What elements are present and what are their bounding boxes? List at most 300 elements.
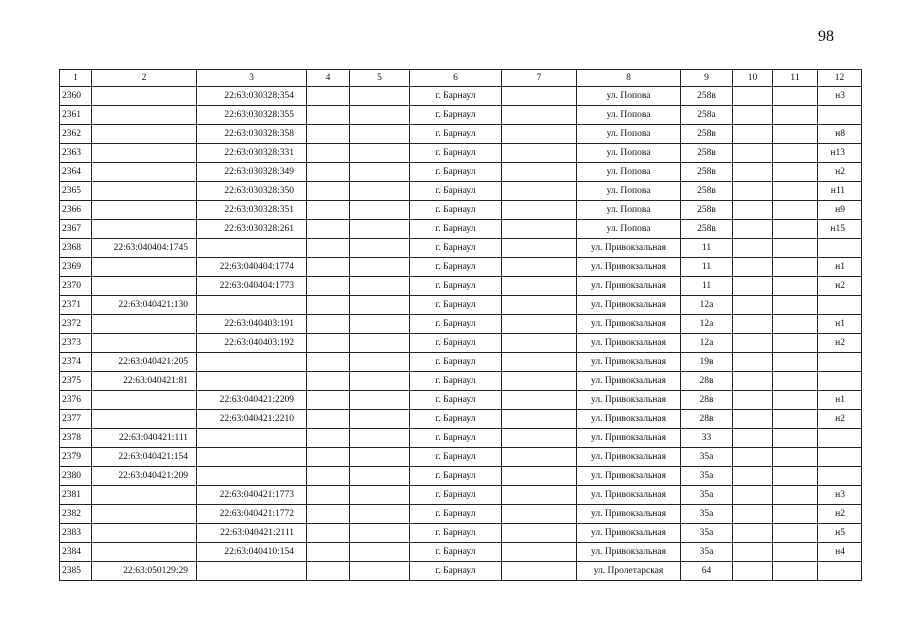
street-cell: ул. Привокзальная <box>577 467 681 486</box>
table-body <box>60 87 862 581</box>
street-cell: ул. Привокзальная <box>577 353 681 372</box>
row-number-cell: 2369 <box>60 258 92 277</box>
cell-7 <box>502 220 577 239</box>
table-row <box>60 524 862 543</box>
city-cell: г. Барнаул <box>410 467 502 486</box>
cell-5 <box>350 334 410 353</box>
premises-cell <box>818 353 862 372</box>
row-number-cell: 2370 <box>60 277 92 296</box>
cadastral-number-cell: 22:63:040421:154 <box>92 448 197 467</box>
cadastral-number-cell: 22:63:040421:1773 <box>197 486 307 505</box>
premises-cell <box>818 448 862 467</box>
cadastral-number-cell: 22:63:050129:29 <box>92 562 197 581</box>
cadastral-number-cell <box>92 277 197 296</box>
row-number-cell: 2365 <box>60 182 92 201</box>
row-number-cell: 2377 <box>60 410 92 429</box>
cell-4 <box>307 315 350 334</box>
cell-11 <box>773 87 818 106</box>
cadastral-number-cell: 22:63:030328:331 <box>197 144 307 163</box>
row-number-cell: 2362 <box>60 125 92 144</box>
table-row <box>60 448 862 467</box>
cell-4 <box>307 258 350 277</box>
street-cell: ул. Привокзальная <box>577 372 681 391</box>
cadastral-number-cell: 22:63:040404:1745 <box>92 239 197 258</box>
cell-10 <box>733 334 773 353</box>
cell-4 <box>307 239 350 258</box>
city-cell: г. Барнаул <box>410 486 502 505</box>
house-number-cell: 35а <box>681 486 733 505</box>
cell-4 <box>307 163 350 182</box>
house-number-cell: 12а <box>681 296 733 315</box>
table-row <box>60 543 862 562</box>
street-cell: ул. Попова <box>577 87 681 106</box>
cell-5 <box>350 239 410 258</box>
house-number-cell: 258а <box>681 106 733 125</box>
cadastral-number-cell: 22:63:040421:111 <box>92 429 197 448</box>
table-row <box>60 163 862 182</box>
table-row <box>60 372 862 391</box>
cell-10 <box>733 182 773 201</box>
cell-11 <box>773 372 818 391</box>
cell-5 <box>350 410 410 429</box>
cell-5 <box>350 448 410 467</box>
cell-11 <box>773 353 818 372</box>
house-number-cell: 12а <box>681 334 733 353</box>
column-header: 11 <box>773 70 818 87</box>
cell-11 <box>773 448 818 467</box>
city-cell: г. Барнаул <box>410 353 502 372</box>
row-number-cell: 2363 <box>60 144 92 163</box>
row-number-cell: 2383 <box>60 524 92 543</box>
table-row <box>60 353 862 372</box>
cell-10 <box>733 448 773 467</box>
cadastral-number-cell <box>92 315 197 334</box>
cell-7 <box>502 562 577 581</box>
street-cell: ул. Привокзальная <box>577 239 681 258</box>
city-cell: г. Барнаул <box>410 220 502 239</box>
house-number-cell: 33 <box>681 429 733 448</box>
cell-7 <box>502 391 577 410</box>
premises-cell <box>818 296 862 315</box>
column-header: 3 <box>197 70 307 87</box>
cell-5 <box>350 467 410 486</box>
street-cell: ул. Попова <box>577 144 681 163</box>
cadastral-number-cell: 22:63:040421:209 <box>92 467 197 486</box>
house-number-cell: 19в <box>681 353 733 372</box>
cell-4 <box>307 391 350 410</box>
cell-7 <box>502 125 577 144</box>
cell-10 <box>733 144 773 163</box>
house-number-cell: 258в <box>681 220 733 239</box>
cell-11 <box>773 277 818 296</box>
cell-4 <box>307 144 350 163</box>
table-row <box>60 182 862 201</box>
cadastral-number-cell <box>197 467 307 486</box>
city-cell: г. Барнаул <box>410 562 502 581</box>
cell-11 <box>773 296 818 315</box>
city-cell: г. Барнаул <box>410 505 502 524</box>
house-number-cell: 64 <box>681 562 733 581</box>
table-row <box>60 220 862 239</box>
cell-11 <box>773 106 818 125</box>
cell-4 <box>307 220 350 239</box>
cadastral-number-cell <box>92 220 197 239</box>
cell-7 <box>502 239 577 258</box>
city-cell: г. Барнаул <box>410 543 502 562</box>
cell-4 <box>307 201 350 220</box>
cell-7 <box>502 144 577 163</box>
cell-7 <box>502 372 577 391</box>
house-number-cell: 28в <box>681 372 733 391</box>
header-row <box>60 70 862 87</box>
premises-cell: н15 <box>818 220 862 239</box>
street-cell: ул. Привокзальная <box>577 315 681 334</box>
table-row <box>60 410 862 429</box>
cadastral-number-cell <box>92 144 197 163</box>
cell-4 <box>307 372 350 391</box>
cell-5 <box>350 315 410 334</box>
cadastral-number-cell: 22:63:030328:351 <box>197 201 307 220</box>
cadastral-number-cell: 22:63:030328:355 <box>197 106 307 125</box>
premises-cell: н2 <box>818 163 862 182</box>
house-number-cell: 35а <box>681 543 733 562</box>
house-number-cell: 11 <box>681 258 733 277</box>
street-cell: ул. Привокзальная <box>577 486 681 505</box>
cell-7 <box>502 486 577 505</box>
premises-cell: н9 <box>818 201 862 220</box>
cell-5 <box>350 524 410 543</box>
house-number-cell: 258в <box>681 163 733 182</box>
cadastral-number-cell: 22:63:030328:354 <box>197 87 307 106</box>
street-cell: ул. Привокзальная <box>577 505 681 524</box>
cadastral-number-cell: 22:63:040403:191 <box>197 315 307 334</box>
cell-10 <box>733 220 773 239</box>
cadastral-number-cell: 22:63:040421:1772 <box>197 505 307 524</box>
page-number: 98 <box>818 28 834 45</box>
cell-5 <box>350 201 410 220</box>
cell-4 <box>307 562 350 581</box>
column-header: 2 <box>92 70 197 87</box>
cell-7 <box>502 353 577 372</box>
cadastral-number-cell <box>92 182 197 201</box>
cell-5 <box>350 163 410 182</box>
cell-5 <box>350 144 410 163</box>
cadastral-number-cell <box>197 353 307 372</box>
column-header: 10 <box>733 70 773 87</box>
street-cell: ул. Пролетарская <box>577 562 681 581</box>
street-cell: ул. Привокзальная <box>577 448 681 467</box>
row-number-cell: 2371 <box>60 296 92 315</box>
cell-10 <box>733 372 773 391</box>
cell-7 <box>502 87 577 106</box>
cadastral-number-cell <box>197 296 307 315</box>
row-number-cell: 2372 <box>60 315 92 334</box>
row-number-cell: 2380 <box>60 467 92 486</box>
cell-10 <box>733 239 773 258</box>
cell-11 <box>773 505 818 524</box>
cell-10 <box>733 315 773 334</box>
city-cell: г. Барнаул <box>410 448 502 467</box>
cell-7 <box>502 163 577 182</box>
cell-4 <box>307 87 350 106</box>
cadastral-number-cell: 22:63:040421:205 <box>92 353 197 372</box>
street-cell: ул. Привокзальная <box>577 277 681 296</box>
table-row <box>60 106 862 125</box>
cell-4 <box>307 106 350 125</box>
cell-10 <box>733 543 773 562</box>
cell-7 <box>502 429 577 448</box>
cadastral-number-cell: 22:63:040421:81 <box>92 372 197 391</box>
cell-4 <box>307 182 350 201</box>
cell-7 <box>502 258 577 277</box>
cell-11 <box>773 163 818 182</box>
cell-10 <box>733 163 773 182</box>
table-row <box>60 486 862 505</box>
cell-10 <box>733 391 773 410</box>
cell-5 <box>350 220 410 239</box>
row-number-cell: 2364 <box>60 163 92 182</box>
house-number-cell: 35а <box>681 467 733 486</box>
city-cell: г. Барнаул <box>410 429 502 448</box>
cell-7 <box>502 467 577 486</box>
table-row <box>60 391 862 410</box>
cadastral-number-cell <box>92 505 197 524</box>
street-cell: ул. Привокзальная <box>577 296 681 315</box>
house-number-cell: 11 <box>681 277 733 296</box>
cell-4 <box>307 524 350 543</box>
row-number-cell: 2384 <box>60 543 92 562</box>
cell-11 <box>773 524 818 543</box>
street-cell: ул. Привокзальная <box>577 410 681 429</box>
city-cell: г. Барнаул <box>410 239 502 258</box>
cell-11 <box>773 391 818 410</box>
row-number-cell: 2385 <box>60 562 92 581</box>
city-cell: г. Барнаул <box>410 182 502 201</box>
cell-5 <box>350 87 410 106</box>
table-row <box>60 201 862 220</box>
cell-10 <box>733 296 773 315</box>
cell-11 <box>773 315 818 334</box>
cell-4 <box>307 543 350 562</box>
premises-cell <box>818 106 862 125</box>
table-row <box>60 239 862 258</box>
table-row <box>60 505 862 524</box>
cadastral-number-cell: 22:63:030328:349 <box>197 163 307 182</box>
cell-11 <box>773 334 818 353</box>
cadastral-number-cell: 22:63:040421:130 <box>92 296 197 315</box>
premises-cell <box>818 467 862 486</box>
column-header: 4 <box>307 70 350 87</box>
table-row <box>60 144 862 163</box>
cell-7 <box>502 505 577 524</box>
premises-cell: н1 <box>818 315 862 334</box>
cell-4 <box>307 429 350 448</box>
cadastral-number-cell <box>92 201 197 220</box>
cell-5 <box>350 505 410 524</box>
city-cell: г. Барнаул <box>410 277 502 296</box>
cell-5 <box>350 125 410 144</box>
house-number-cell: 258в <box>681 87 733 106</box>
cell-11 <box>773 220 818 239</box>
cadastral-number-cell <box>92 410 197 429</box>
city-cell: г. Барнаул <box>410 201 502 220</box>
column-header: 6 <box>410 70 502 87</box>
cell-7 <box>502 334 577 353</box>
cell-5 <box>350 258 410 277</box>
cell-7 <box>502 182 577 201</box>
cadastral-number-cell <box>92 258 197 277</box>
house-number-cell: 28в <box>681 391 733 410</box>
cell-10 <box>733 486 773 505</box>
cadastral-number-cell <box>92 391 197 410</box>
premises-cell: н2 <box>818 505 862 524</box>
cell-4 <box>307 410 350 429</box>
street-cell: ул. Попова <box>577 163 681 182</box>
table-row <box>60 315 862 334</box>
house-number-cell: 28в <box>681 410 733 429</box>
cadastral-number-cell: 22:63:030328:358 <box>197 125 307 144</box>
row-number-cell: 2378 <box>60 429 92 448</box>
cell-10 <box>733 410 773 429</box>
cell-5 <box>350 543 410 562</box>
house-number-cell: 12а <box>681 315 733 334</box>
cell-4 <box>307 486 350 505</box>
cell-4 <box>307 125 350 144</box>
cell-10 <box>733 505 773 524</box>
row-number-cell: 2375 <box>60 372 92 391</box>
premises-cell: н8 <box>818 125 862 144</box>
cadastral-number-cell: 22:63:040404:1774 <box>197 258 307 277</box>
premises-cell <box>818 562 862 581</box>
cell-4 <box>307 448 350 467</box>
cadastral-number-cell <box>197 429 307 448</box>
cadastral-number-cell <box>197 562 307 581</box>
row-number-cell: 2373 <box>60 334 92 353</box>
cell-11 <box>773 543 818 562</box>
cell-11 <box>773 144 818 163</box>
street-cell: ул. Привокзальная <box>577 258 681 277</box>
row-number-cell: 2376 <box>60 391 92 410</box>
column-header: 8 <box>577 70 681 87</box>
premises-cell: н1 <box>818 391 862 410</box>
table-row <box>60 277 862 296</box>
city-cell: г. Барнаул <box>410 410 502 429</box>
cell-10 <box>733 201 773 220</box>
column-header: 7 <box>502 70 577 87</box>
city-cell: г. Барнаул <box>410 163 502 182</box>
cell-7 <box>502 315 577 334</box>
row-number-cell: 2366 <box>60 201 92 220</box>
cell-11 <box>773 258 818 277</box>
street-cell: ул. Попова <box>577 201 681 220</box>
table-row <box>60 334 862 353</box>
cell-7 <box>502 448 577 467</box>
row-number-cell: 2374 <box>60 353 92 372</box>
cell-5 <box>350 391 410 410</box>
cadastral-number-cell <box>92 486 197 505</box>
cadastral-number-cell <box>197 372 307 391</box>
street-cell: ул. Привокзальная <box>577 334 681 353</box>
house-number-cell: 258в <box>681 182 733 201</box>
street-cell: ул. Привокзальная <box>577 543 681 562</box>
street-cell: ул. Привокзальная <box>577 429 681 448</box>
cadastral-number-cell: 22:63:040410:154 <box>197 543 307 562</box>
cell-11 <box>773 201 818 220</box>
cell-10 <box>733 258 773 277</box>
cell-10 <box>733 467 773 486</box>
city-cell: г. Барнаул <box>410 87 502 106</box>
cell-10 <box>733 125 773 144</box>
cell-7 <box>502 410 577 429</box>
city-cell: г. Барнаул <box>410 296 502 315</box>
street-cell: ул. Попова <box>577 220 681 239</box>
table-row <box>60 562 862 581</box>
city-cell: г. Барнаул <box>410 391 502 410</box>
cadastral-number-cell <box>92 163 197 182</box>
cadastral-number-cell <box>197 448 307 467</box>
row-number-cell: 2368 <box>60 239 92 258</box>
cell-5 <box>350 296 410 315</box>
premises-cell <box>818 372 862 391</box>
cadastral-number-cell: 22:63:030328:350 <box>197 182 307 201</box>
cell-10 <box>733 106 773 125</box>
cadastral-number-cell: 22:63:040421:2111 <box>197 524 307 543</box>
city-cell: г. Барнаул <box>410 144 502 163</box>
premises-cell: н2 <box>818 410 862 429</box>
cadastral-number-cell <box>92 543 197 562</box>
cadastral-number-cell <box>92 87 197 106</box>
premises-cell <box>818 429 862 448</box>
premises-cell: н4 <box>818 543 862 562</box>
cell-5 <box>350 486 410 505</box>
city-cell: г. Барнаул <box>410 125 502 144</box>
premises-cell: н5 <box>818 524 862 543</box>
column-header: 12 <box>818 70 862 87</box>
cell-11 <box>773 239 818 258</box>
premises-cell <box>818 239 862 258</box>
cell-5 <box>350 182 410 201</box>
premises-cell: н2 <box>818 334 862 353</box>
cell-5 <box>350 429 410 448</box>
cell-4 <box>307 467 350 486</box>
street-cell: ул. Привокзальная <box>577 391 681 410</box>
city-cell: г. Барнаул <box>410 106 502 125</box>
cell-4 <box>307 277 350 296</box>
column-header: 9 <box>681 70 733 87</box>
cell-7 <box>502 543 577 562</box>
cell-5 <box>350 562 410 581</box>
street-cell: ул. Привокзальная <box>577 524 681 543</box>
cell-11 <box>773 467 818 486</box>
cell-10 <box>733 87 773 106</box>
cell-10 <box>733 524 773 543</box>
cadastral-number-cell: 22:63:040403:192 <box>197 334 307 353</box>
premises-cell: н11 <box>818 182 862 201</box>
house-number-cell: 35а <box>681 505 733 524</box>
cell-4 <box>307 334 350 353</box>
street-cell: ул. Попова <box>577 182 681 201</box>
row-number-cell: 2379 <box>60 448 92 467</box>
cell-10 <box>733 429 773 448</box>
table-row <box>60 429 862 448</box>
cell-5 <box>350 106 410 125</box>
row-number-cell: 2367 <box>60 220 92 239</box>
city-cell: г. Барнаул <box>410 372 502 391</box>
cadastral-number-cell <box>92 334 197 353</box>
house-number-cell: 258в <box>681 201 733 220</box>
cell-7 <box>502 106 577 125</box>
cadastral-number-cell <box>92 125 197 144</box>
